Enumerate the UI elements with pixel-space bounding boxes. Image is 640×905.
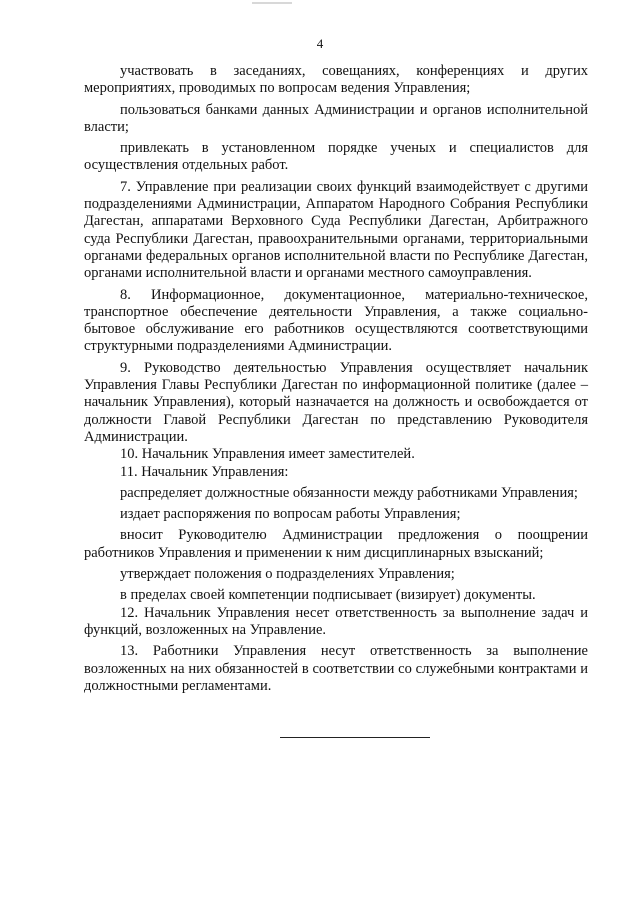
page-number: 4	[316, 36, 324, 51]
paragraph-11-head: 11. Начальник Управления:	[120, 463, 289, 480]
paragraph-13-employees: 13. Работники Управления несут ответственность за выполнение возложенных на них обязанностей в соответствии со служебными контрактами и должностными регламентами.	[84, 643, 588, 694]
paragraph-issues-orders: издает распоряжения по вопросам работы Управления;	[120, 506, 461, 523]
paragraph-approves-regulations: утверждает положения о подразделениях Управления;	[120, 566, 455, 583]
paragraph-8-support: 8. Информационное, документационное, материально-техническое, транспортное обеспечение деятельности Управления, а также социально-бытовое обслуживание его работников осуществляются соответствующими структурными подразделениями Администрации.	[84, 286, 588, 355]
paragraph-9-leadership: 9. Руководство деятельностью Управления осуществляет начальник Управления Главы Республики Дагестан по информационной политике (далее – начальник Управления), который назначается на должность и освобождается от должности Главой Республики Дагестан по представлению Руководителя Администрации.	[84, 359, 588, 445]
paragraph-signs-documents: в пределах своей компетенции подписывает (визирует) документы.	[120, 587, 536, 604]
paragraph-engage-specialists: привлекать в установленном порядке ученых и специалистов для осуществления отдельных работ.	[84, 140, 588, 174]
document-body	[84, 63, 588, 695]
scan-artifact-mark	[252, 2, 292, 4]
paragraph-use-databases: пользоваться банками данных Администрации и органов исполнительной власти;	[84, 101, 588, 135]
paragraph-submits-proposals: вносит Руководителю Администрации предложения о поощрении работников Управления и применении к ним дисциплинарных взысканий;	[84, 527, 588, 561]
paragraph-distributes-duties: распределяет должностные обязанности между работниками Управления;	[120, 484, 578, 501]
end-of-document-rule	[280, 737, 430, 738]
paragraph-10-deputies: 10. Начальник Управления имеет заместителей.	[120, 446, 415, 463]
paragraph-7-interaction: 7. Управление при реализации своих функций взаимодействует с другими подразделениями Администрации, Аппаратом Народного Собрания Республики Дагестан, аппаратами Верховного Суда Республики Дагестан, Арбитражного суда Республики Дагестан, правоохранительными органами, территориальными органами федеральных органов исполнительной власти по Республике Дагестан, органами исполнительной власти и органами местного самоуправления.	[84, 178, 588, 282]
paragraph-participate: участвовать в заседаниях, совещаниях, конференциях и других мероприятиях, проводимых по вопросам ведения Управления;	[84, 63, 588, 97]
paragraph-12-responsibility: 12. Начальник Управления несет ответственность за выполнение задач и функций, возложенных на Управление.	[84, 604, 588, 638]
